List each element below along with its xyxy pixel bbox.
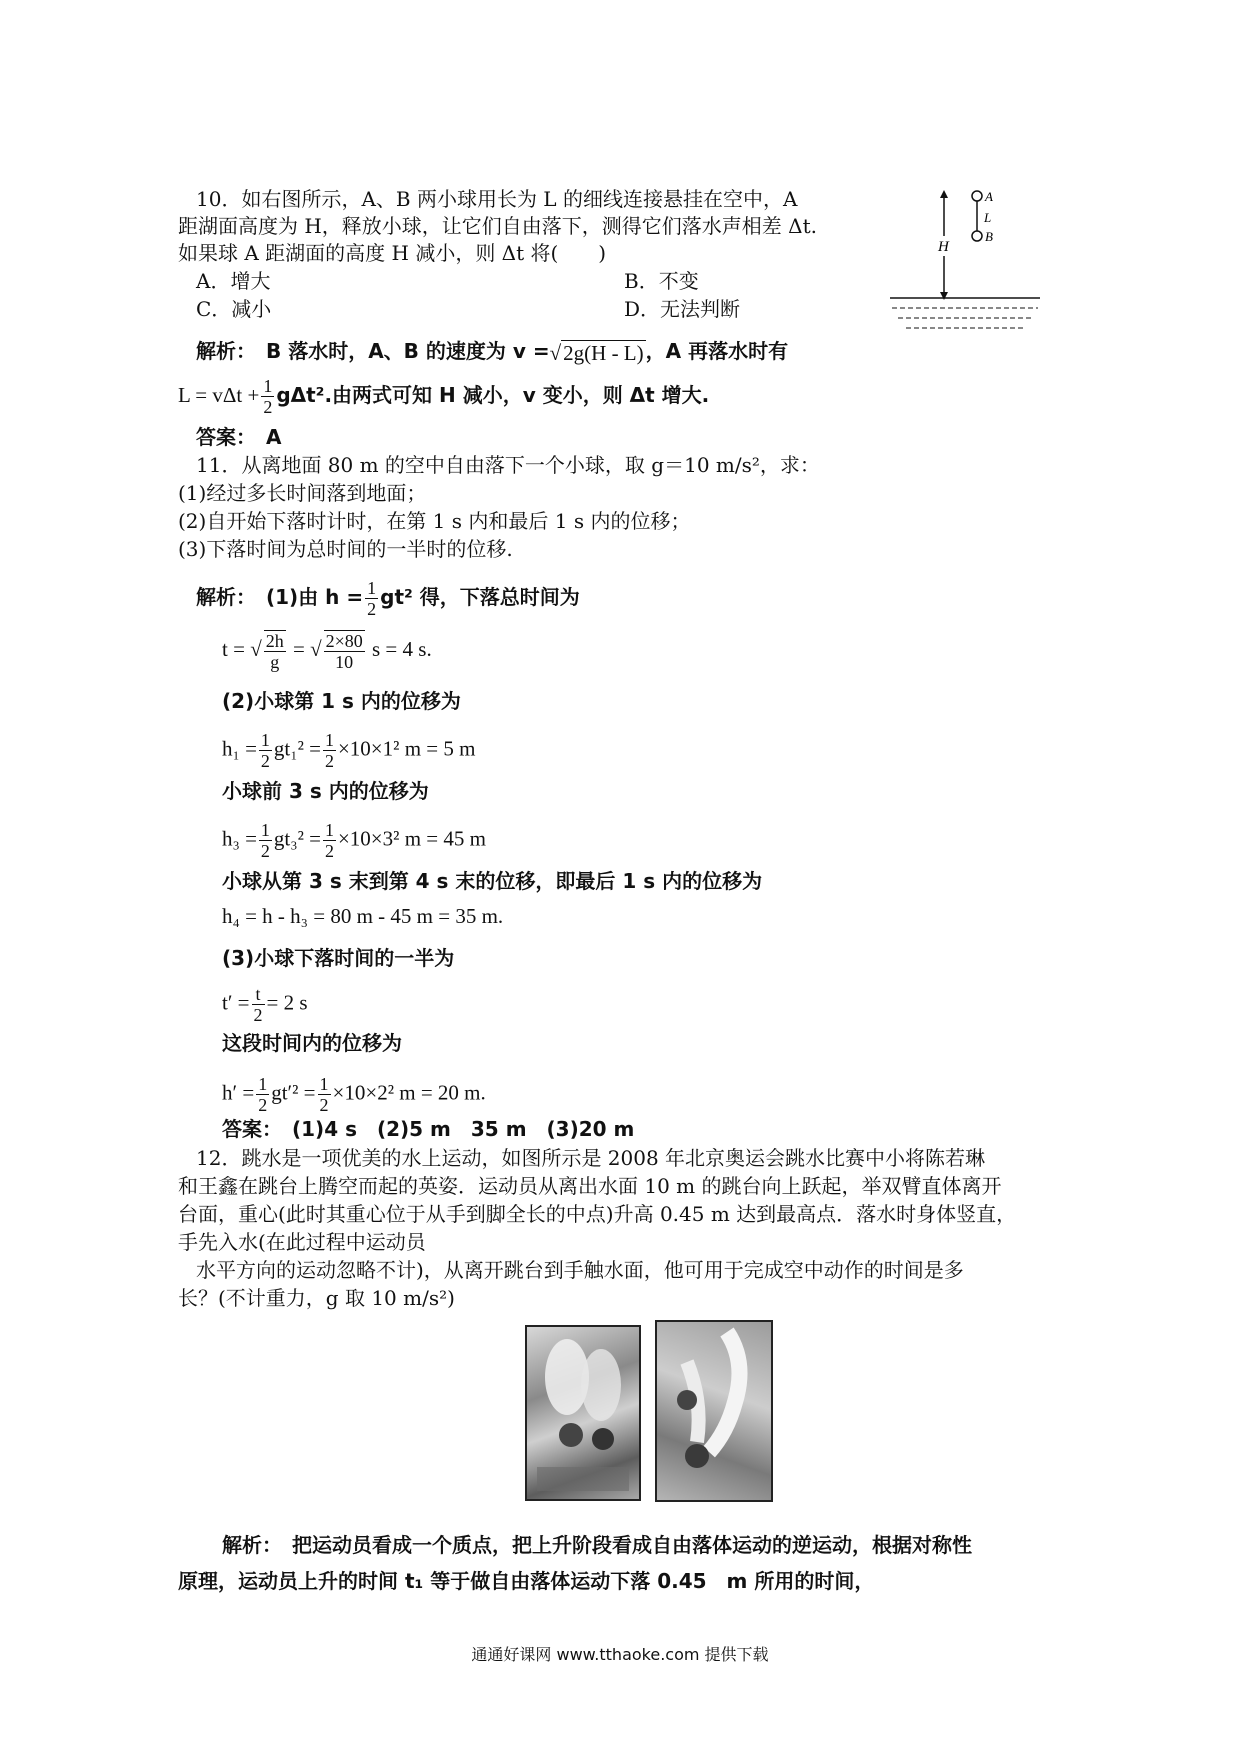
- q10-sol2-pre: L = vΔt +: [178, 383, 260, 407]
- fig-label-b: B: [985, 229, 993, 244]
- q10-solution-line-1: [196, 338, 788, 366]
- q11-solution-intro: 解析： (1)由 h = $\frac{1}{2}$ gt² 得，下落总时间为: [196, 578, 580, 619]
- q11-line-4: (3)下落时间为总时间的一半时的位移.: [178, 537, 513, 561]
- q11-answer: 答案： (1)4 s (2)5 m 35 m (3)20 m: [222, 1117, 635, 1141]
- sqrt-symbol: √ $\frac{2h}{g}$: [250, 631, 284, 672]
- q11-line-3: (2)自开始下落时计时，在第 1 s 内和最后 1 s 内的位移；: [178, 509, 691, 533]
- q12-solution-line-1: 解析： 把运动员看成一个质点，把上升阶段看成自由落体运动的逆运动，根据对称性: [222, 1533, 972, 1557]
- q12-line-5: 水平方向的运动忽略不计)，从离开跳台到手触水面，他可用于完成空中动作的时间是多: [196, 1258, 964, 1282]
- fig-label-l: L: [984, 210, 992, 225]
- q10-line-2: 距湖面高度为 H，释放小球，让它们自由落下，测得它们落水声相差 Δt.: [178, 214, 817, 238]
- q11-step-2: (2)小球第 1 s 内的位移为: [222, 689, 461, 713]
- q11-eq-tprime: t′ = $\frac{t}{2}$ = 2 s: [222, 984, 308, 1025]
- q10-option-c: C．减小: [196, 297, 272, 321]
- q10-figure: [880, 186, 1050, 346]
- diver-photo-left: [525, 1325, 641, 1501]
- q10-option-d: D．无法判断: [624, 297, 741, 321]
- q11-eq-h4: h₄ = h - h₃ = 80 m - 45 m = 35 m.: [222, 904, 504, 928]
- q11-eq-h1: h₁ = $\frac{1}{2}$ gt₁² = $\frac{1}{2}$ ×10×1² m = 5 m: [222, 730, 476, 771]
- q10-line-3: 如果球 A 距湖面的高度 H 减小，则 Δt 将( ): [178, 241, 607, 265]
- q10-sol1-post: ，A 再落水时有: [645, 339, 789, 363]
- sqrt-symbol: √ $\frac{2\times 80}{10}$: [310, 631, 363, 672]
- q10-sol1-radicand: 2g(H - L): [563, 340, 644, 365]
- q11-eq-hprime: h′ = $\frac{1}{2}$ gt′² = $\frac{1}{2}$ ×10×2² m = 20 m.: [222, 1074, 486, 1115]
- q11-line-2: (1)经过多长时间落到地面；: [178, 481, 427, 505]
- q10-sol2-post: gΔt².由两式可知 H 减小，v 变小，则 Δt 增大.: [276, 383, 710, 407]
- q11-eq-t: t = √ $\frac{2h}{g}$ = √ $\frac{2\times 80}{10}$ s = 4 s.: [222, 631, 432, 672]
- q12-line-1: 12．跳水是一项优美的水上运动，如图所示是 2008 年北京奥运会跳水比赛中小将陈若琳: [196, 1146, 986, 1170]
- q10-sol1-pre: 解析： B 落水时，A、B 的速度为 v =: [196, 339, 550, 363]
- q10-option-b: B．不变: [624, 269, 699, 293]
- q12-line-6: 长？(不计重力，g 取 10 m/s²): [178, 1286, 455, 1310]
- q12-line-2: 和王鑫在跳台上腾空而起的英姿．运动员从离出水面 10 m 的跳台向上跃起，举双臂直体离开: [178, 1174, 1002, 1198]
- fraction-half: $\frac{1}{2}$: [263, 376, 273, 417]
- page-footer: 通通好课网 www.tthaoke.com 提供下载: [471, 1645, 769, 1664]
- q10-option-a: A．增大: [196, 269, 271, 293]
- q12-line-3: 台面，重心(此时其重心位于从手到脚全长的中点)升高 0.45 m 达到最高点．落水时身体竖直，: [178, 1202, 1017, 1226]
- q10-line-1: 10．如右图所示，A、B 两小球用长为 L 的细线连接悬挂在空中，A: [196, 187, 798, 211]
- q11-step-6: 这段时间内的位移为: [222, 1031, 402, 1055]
- q11-step-5: (3)小球下落时间的一半为: [222, 946, 455, 970]
- fig-label-a: A: [985, 189, 993, 204]
- q11-step-4: 小球从第 3 s 末到第 4 s 末的位移，即最后 1 s 内的位移为: [222, 869, 763, 893]
- q11-step-3: 小球前 3 s 内的位移为: [222, 779, 429, 803]
- fig-label-h: H: [938, 239, 949, 255]
- q12-solution-line-2: 原理，运动员上升的时间 t₁ 等于做自由落体运动下落 0.45 m 所用的时间，: [178, 1569, 875, 1593]
- fraction-half: $\frac{1}{2}$: [367, 578, 377, 619]
- diver-photo-right: [655, 1320, 773, 1502]
- q11-line-1: 11．从离地面 80 m 的空中自由落下一个小球，取 g＝10 m/s²，求：: [196, 453, 820, 477]
- q12-line-4: 手先入水(在此过程中运动员: [178, 1230, 426, 1254]
- q10-answer: 答案： A: [196, 425, 282, 449]
- q11-eq-h3: h₃ = $\frac{1}{2}$ gt₃² = $\frac{1}{2}$ ×10×3² m = 45 m: [222, 820, 486, 861]
- sqrt-symbol: √2g(H - L): [549, 340, 644, 365]
- q10-solution-line-2: [178, 376, 709, 417]
